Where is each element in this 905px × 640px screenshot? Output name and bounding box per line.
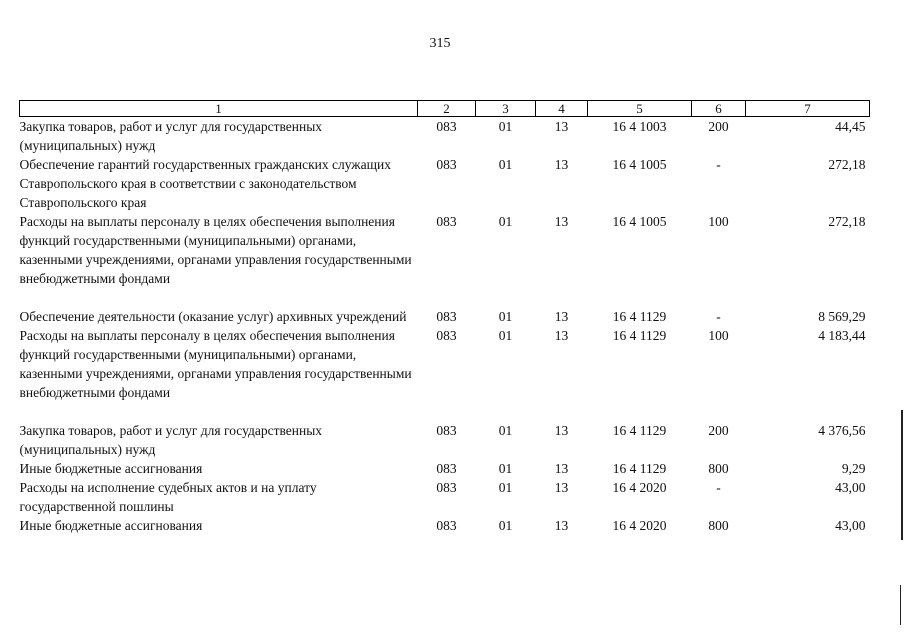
table-row — [20, 421, 870, 459]
table-row — [20, 155, 870, 212]
table-row — [20, 212, 870, 307]
ministry-code: 083 — [436, 157, 457, 172]
expense-type-code: 800 — [708, 518, 729, 533]
ministry-code: 083 — [436, 480, 457, 495]
target-article-code: 16 4 1129 — [612, 309, 667, 324]
header-col-7: 7 — [746, 101, 870, 117]
subsection-code: 13 — [554, 119, 569, 134]
page-number: 315 — [429, 36, 451, 51]
expense-type-code: 800 — [708, 461, 729, 476]
section-code: 01 — [498, 309, 513, 324]
subsection-code: 13 — [554, 157, 569, 172]
section-code: 01 — [498, 480, 513, 495]
subsection-code: 13 — [554, 328, 569, 343]
header-col-6: 6 — [692, 101, 746, 117]
row-description: Закупка товаров, работ и услуг для государственных (муниципальных) нужд — [19, 119, 323, 153]
section-code: 01 — [498, 461, 513, 476]
row-description: Обеспечение деятельности (оказание услуг) архивных учреждений — [19, 309, 407, 324]
header-row — [20, 101, 870, 117]
subsection-code: 13 — [554, 518, 569, 533]
row-description: Иные бюджетные ассигнования — [19, 518, 203, 533]
ministry-code: 083 — [436, 309, 457, 324]
expense-type-code: - — [716, 480, 721, 495]
row-description: Иные бюджетные ассигнования — [19, 461, 203, 476]
header-col-2: 2 — [418, 101, 476, 117]
expense-type-code: 100 — [708, 214, 729, 229]
ministry-code: 083 — [436, 461, 457, 476]
section-code: 01 — [498, 119, 513, 134]
section-code: 01 — [498, 328, 513, 343]
budget-table-container — [19, 100, 869, 535]
target-article-code: 16 4 1129 — [612, 461, 667, 476]
ministry-code: 083 — [436, 119, 457, 134]
target-article-code: 16 4 1005 — [612, 214, 667, 229]
scan-edge-mark — [901, 410, 903, 540]
amount: 44,45 — [835, 119, 866, 134]
header-col-1: 1 — [20, 101, 418, 117]
target-article-code: 16 4 1003 — [612, 119, 667, 134]
table-row — [20, 459, 870, 478]
target-article-code: 16 4 2020 — [612, 480, 667, 495]
section-code: 01 — [498, 157, 513, 172]
ministry-code: 083 — [436, 423, 457, 438]
target-article-code: 16 4 1129 — [612, 423, 667, 438]
expense-type-code: 200 — [708, 423, 729, 438]
target-article-code: 16 4 1005 — [612, 157, 667, 172]
subsection-code: 13 — [554, 461, 569, 476]
table-row — [20, 478, 870, 516]
expense-type-code: 200 — [708, 119, 729, 134]
ministry-code: 083 — [436, 328, 457, 343]
header-col-5: 5 — [588, 101, 692, 117]
header-col-4: 4 — [536, 101, 588, 117]
target-article-code: 16 4 2020 — [612, 518, 667, 533]
expense-type-code: - — [716, 157, 721, 172]
table-row — [20, 117, 870, 156]
subsection-code: 13 — [554, 214, 569, 229]
amount: 8 569,29 — [818, 309, 866, 324]
amount: 9,29 — [841, 461, 866, 476]
subsection-code: 13 — [554, 309, 569, 324]
subsection-code: 13 — [554, 480, 569, 495]
ministry-code: 083 — [436, 214, 457, 229]
expense-type-code: 100 — [708, 328, 729, 343]
table-row — [20, 326, 870, 421]
row-description: Расходы на выплаты персоналу в целях обеспечения выполнения функций государственными (муниципальными) органами, казенными учреждениями, органами управления государственными внебюджетными фондами — [19, 214, 412, 286]
amount: 4 183,44 — [818, 328, 866, 343]
row-description: Обеспечение гарантий государственных гражданских служащих Ставропольского края в соответствии с законодательством Ставропольского края — [19, 157, 391, 210]
header-col-3: 3 — [476, 101, 536, 117]
amount: 43,00 — [835, 480, 866, 495]
table-row — [20, 307, 870, 326]
section-code: 01 — [498, 214, 513, 229]
amount: 272,18 — [828, 157, 866, 172]
section-code: 01 — [498, 423, 513, 438]
subsection-code: 13 — [554, 423, 569, 438]
ministry-code: 083 — [436, 518, 457, 533]
row-description: Расходы на исполнение судебных актов и на уплату государственной пошлины — [19, 480, 317, 514]
amount: 4 376,56 — [818, 423, 866, 438]
section-code: 01 — [498, 518, 513, 533]
budget-table — [19, 100, 870, 535]
amount: 272,18 — [828, 214, 866, 229]
row-description: Расходы на выплаты персоналу в целях обеспечения выполнения функций государственными (муниципальными) органами, казенными учреждениями, органами управления государственными внебюджетными фондами — [19, 328, 412, 400]
table-row — [20, 516, 870, 535]
target-article-code: 16 4 1129 — [612, 328, 667, 343]
expense-type-code: - — [716, 309, 721, 324]
amount: 43,00 — [835, 518, 866, 533]
row-description: Закупка товаров, работ и услуг для государственных (муниципальных) нужд — [19, 423, 323, 457]
scan-edge-mark — [900, 585, 901, 625]
